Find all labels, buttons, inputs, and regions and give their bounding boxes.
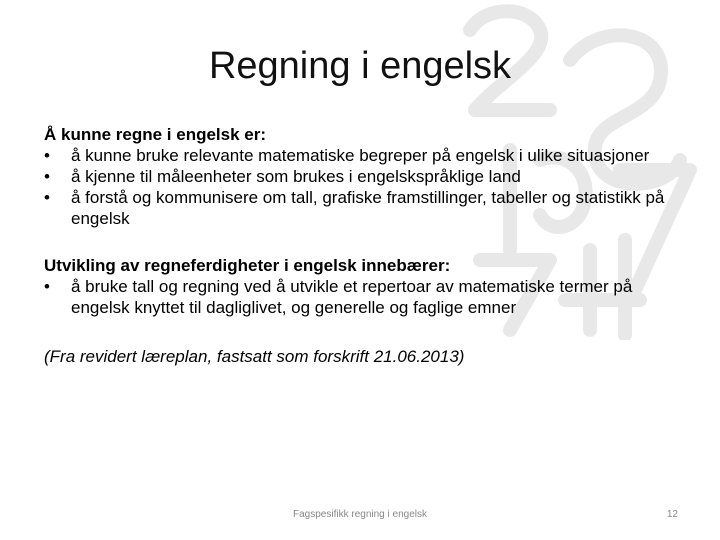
slide-number: 12 [666, 509, 678, 520]
list-item [44, 276, 684, 318]
list-item-text: å kunne bruke relevante matematiske begreper på engelsk i ulike situasjoner [71, 146, 650, 165]
list-item-text: å bruke tall og regning ved å utvikle et repertoar av matematiske termer på engelsk knyttet til dagliglivet, og generelle og faglige emner [71, 277, 633, 317]
slide-content [44, 124, 684, 384]
section-two [44, 255, 684, 318]
bullet-list [44, 276, 684, 318]
bullet-list [44, 145, 684, 229]
list-item-text: å forstå og kommunisere om tall, grafiske framstillinger, tabeller og statistikk på engelsk [71, 188, 665, 228]
footer-title: Fagspesifikk regning i engelsk [293, 509, 427, 520]
bullet-icon: • [44, 146, 50, 165]
section-heading: Utvikling av regneferdigheter i engelsk innebærer: [44, 256, 451, 275]
list-item-text: å kjenne til måleenheter som brukes i engelskspråklige land [71, 167, 521, 186]
section-heading: Å kunne regne i engelsk er: [44, 125, 267, 144]
bullet-icon: • [44, 277, 50, 296]
bullet-icon: • [44, 188, 50, 207]
source-citation: (Fra revidert læreplan, fastsatt som forskrift 21.06.2013) [44, 347, 465, 366]
bullet-icon: • [44, 167, 50, 186]
slide-title: Regning i engelsk [208, 45, 512, 87]
list-item [44, 166, 684, 187]
list-item [44, 187, 684, 229]
list-item [44, 145, 684, 166]
